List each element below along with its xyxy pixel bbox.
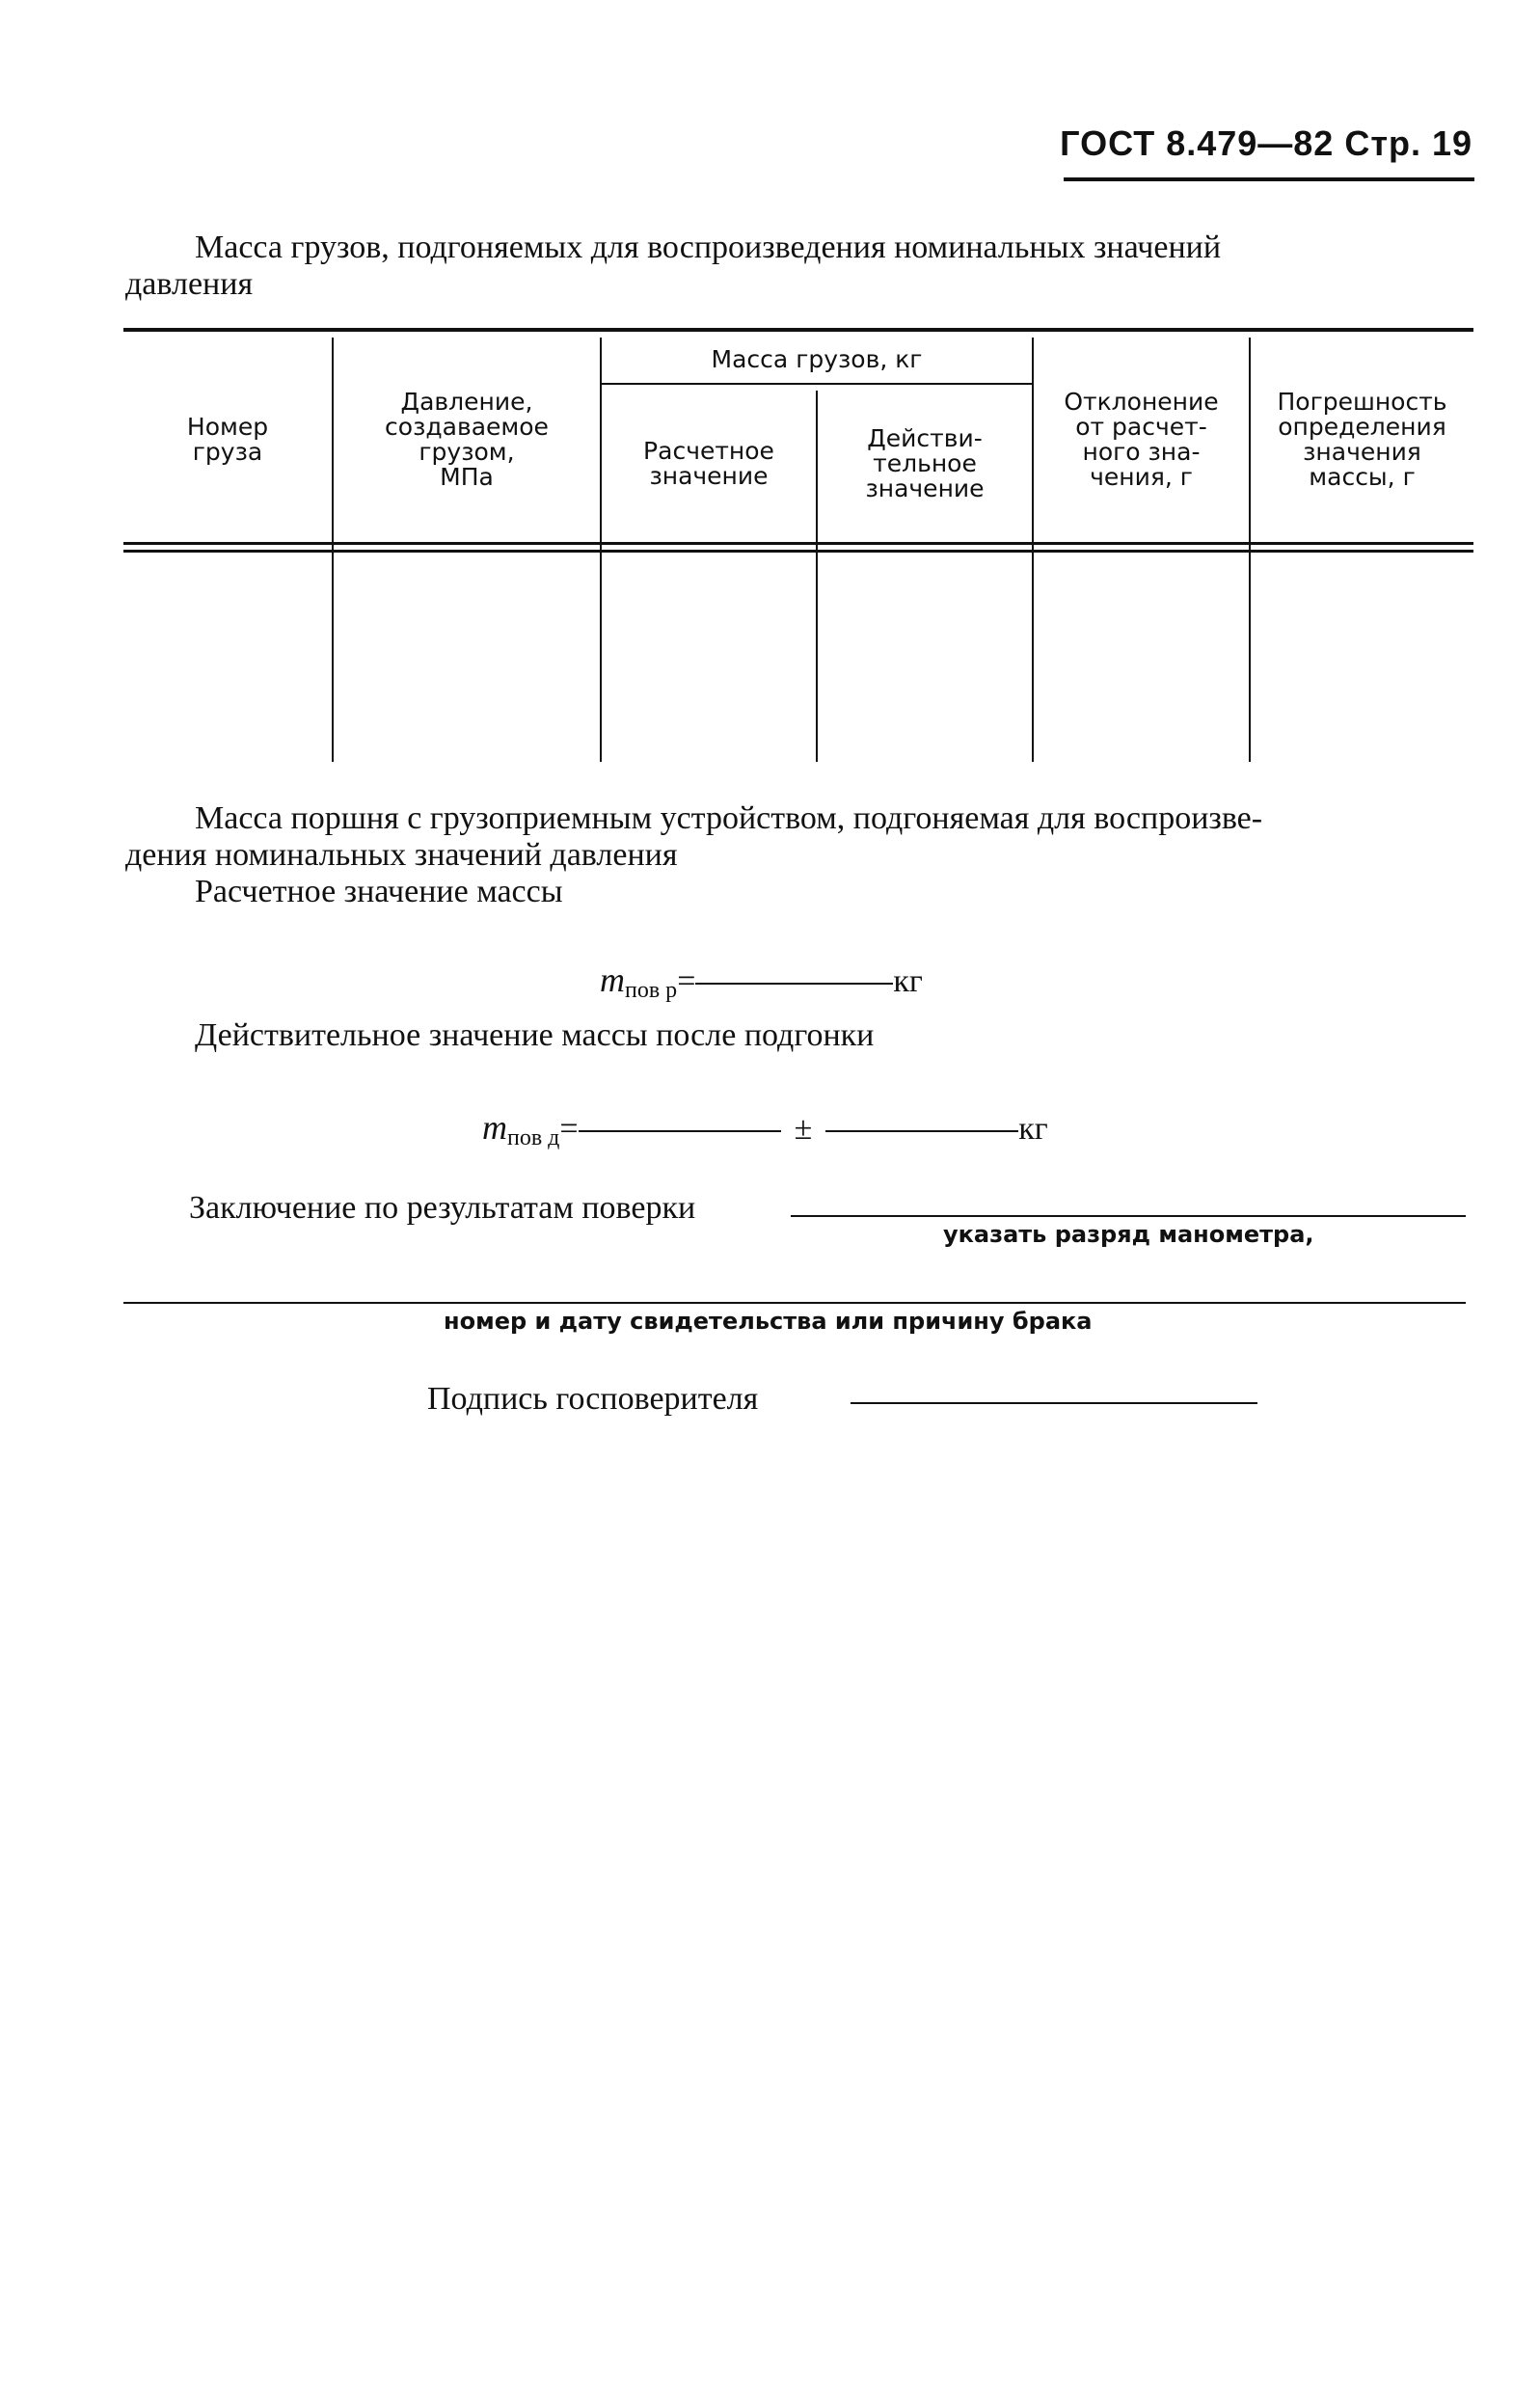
- signature-blank-line: [851, 1402, 1257, 1404]
- conclusion-hint-1: указать разряд манометра,: [943, 1221, 1314, 1248]
- section3-line: Действительное значение массы после подгонки: [195, 1017, 875, 1053]
- section2-line1: Масса поршня с грузоприемным устройством, подгоняемая для воспроизве-: [195, 800, 1263, 836]
- table-top-rule: [123, 328, 1473, 332]
- formula-actual-mass: $m_{пов д}=$ ± кг: [482, 1108, 1048, 1150]
- table-header-col-deviation: Отклонение от расчет- ного зна- чения, г: [1064, 388, 1219, 491]
- header-rule: [1064, 177, 1474, 181]
- table-header-col-error: Погрешность определения значения массы, г: [1277, 388, 1447, 491]
- table-header-col-actual: Действи- тельное значение: [865, 424, 985, 502]
- section1-title-line2: давления: [125, 266, 254, 302]
- table-header-col-pressure: Давление, создаваемое грузом, МПа: [385, 388, 549, 491]
- section2-line3: Расчетное значение массы: [195, 874, 563, 909]
- section2-line2: дения номинальных значений давления: [125, 837, 678, 873]
- table-header-rule-2: [123, 550, 1473, 553]
- table-header-col-number: Номер груза: [186, 413, 269, 466]
- table-header-group-mass: Масса грузов, кг: [711, 345, 923, 373]
- blank-line: [695, 983, 893, 985]
- section1-title-line1: Масса грузов, подгоняемых для воспроизведения номинальных значений: [195, 230, 1222, 265]
- conclusion-label: Заключение по результатам поверки: [189, 1190, 696, 1226]
- blank-line: [825, 1130, 1018, 1132]
- table-header-rule: [123, 542, 1473, 545]
- conclusion-blank-line: [791, 1215, 1466, 1217]
- conclusion-blank-line-2: [123, 1302, 1466, 1304]
- table-header-col-calculated: Расчетное значение: [643, 437, 774, 490]
- conclusion-hint-2: номер и дату свидетельства или причину брака: [444, 1308, 1093, 1335]
- blank-line: [579, 1130, 781, 1132]
- table-group-rule: [602, 383, 1032, 385]
- page-header: ГОСТ 8.479—82 Стр. 19: [1060, 123, 1472, 163]
- signature-label: Подпись госповерителя: [427, 1381, 759, 1417]
- formula-calculated-mass: $m_{пов р}=$ кг: [600, 960, 923, 1003]
